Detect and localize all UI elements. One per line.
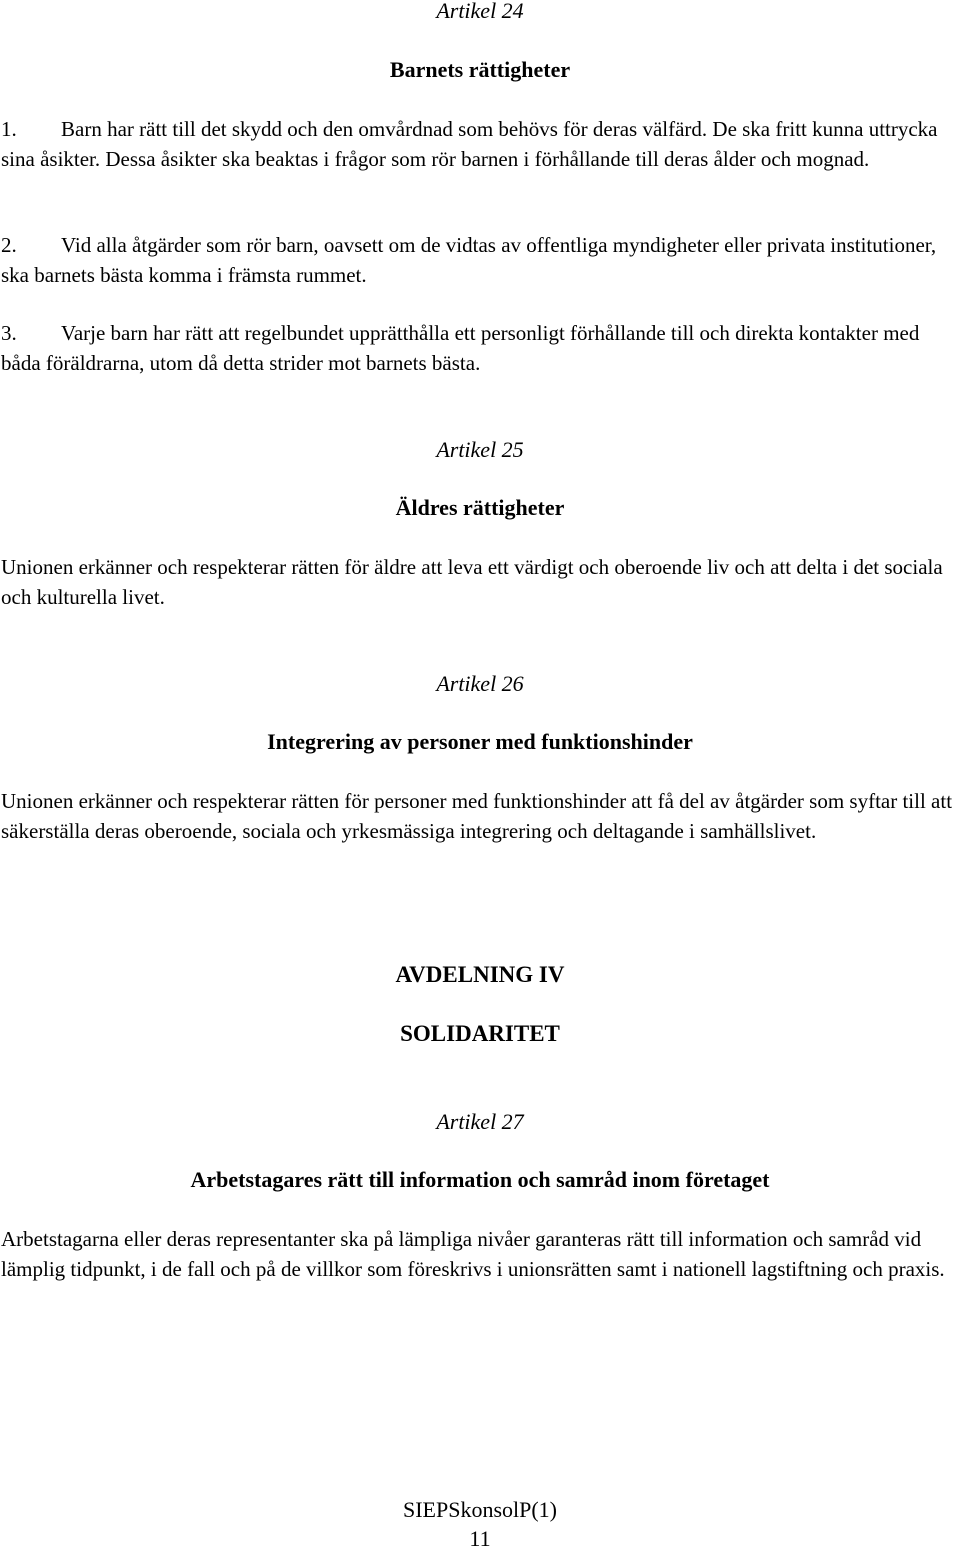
division-heading: AVDELNING IV — [395, 962, 565, 987]
paragraph-text: Barn har rätt till det skydd och den omvårdnad som behövs för deras välfärd. De ska fritt kunna uttrycka sina åsikter. Dessa åsikter ska beaktas i frågor som rör barnen i förhållande till deras ålder och mognad. — [1, 117, 938, 171]
paragraph-text: Vid alla åtgärder som rör barn, oavsett om de vidtas av offentliga myndigheter eller privata institutioner, ska barnets bästa komma i främsta rummet. — [1, 233, 937, 287]
article-24-title: Barnets rättigheter — [389, 57, 571, 82]
article-24-label: Artikel 24 — [436, 0, 524, 23]
paragraph-text: Varje barn har rätt att regelbundet upprätthålla ett personligt förhållande till och direkta kontakter med båda föräldrarna, utom då detta strider mot barnets bästa. — [1, 321, 920, 375]
article-27-label: Artikel 27 — [436, 1109, 524, 1134]
document-reference: SIEPSkonsolP(1) — [402, 1497, 558, 1522]
article-27-title: Arbetstagares rätt till information och samråd inom företaget — [190, 1167, 770, 1192]
division-name: SOLIDARITET — [400, 1021, 560, 1046]
article-24-paragraph-1 — [1, 114, 959, 174]
paragraph-number: 2. — [1, 233, 17, 257]
article-24-paragraph-2 — [1, 230, 959, 290]
article-26-text: Unionen erkänner och respekterar rätten för personer med funktionshinder att få del av åtgärder som syftar till att säkerställa deras oberoende, sociala och yrkesmässiga integrering och deltagande i samhällslivet. — [1, 789, 953, 843]
article-25-title: Äldres rättigheter — [395, 495, 565, 520]
paragraph-number: 3. — [1, 321, 17, 345]
article-26-title: Integrering av personer med funktionshinder — [267, 729, 693, 754]
article-25-label: Artikel 25 — [436, 437, 524, 462]
page-number: 11 — [469, 1526, 491, 1551]
article-26-label: Artikel 26 — [436, 671, 524, 696]
article-24-paragraph-3 — [1, 318, 959, 378]
paragraph-number: 1. — [1, 117, 17, 141]
article-27-text: Arbetstagarna eller deras representanter ska på lämpliga nivåer garanteras rätt till information och samråd vid lämplig tidpunkt, i de fall och på de villkor som föreskrivs i unionsrätten samt i nationell lagstiftning och praxis. — [1, 1227, 945, 1281]
article-25-text: Unionen erkänner och respekterar rätten för äldre att leva ett värdigt och oberoende liv och att delta i det sociala och kulturella livet. — [1, 555, 943, 609]
